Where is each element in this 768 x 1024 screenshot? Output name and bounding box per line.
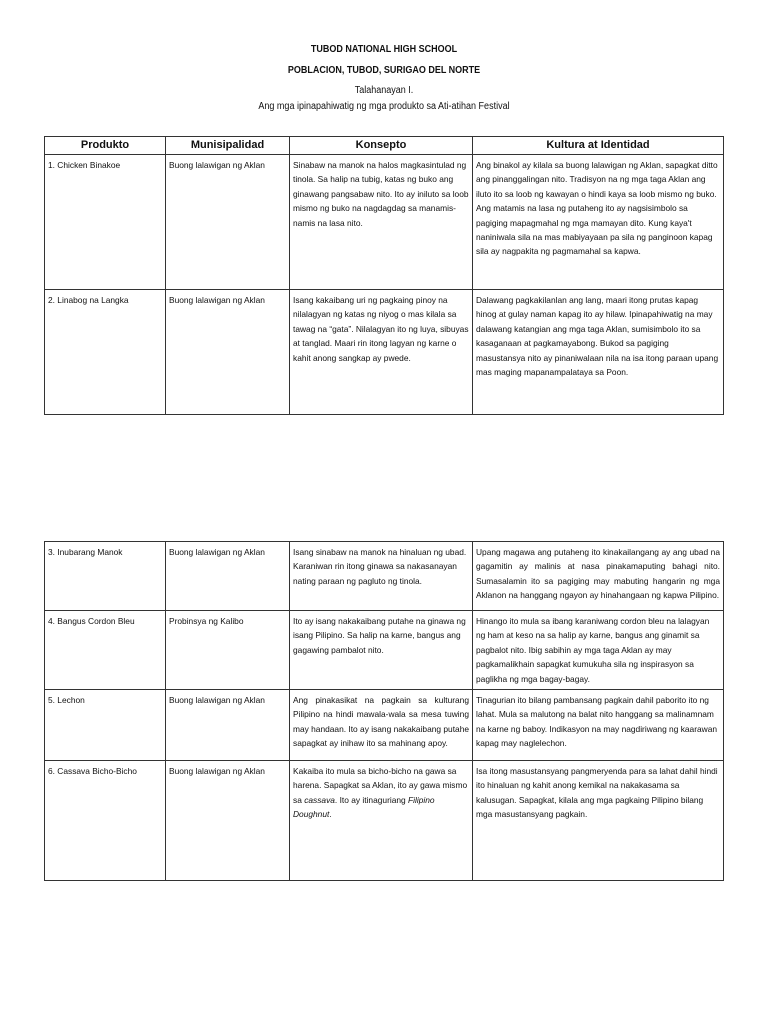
products-table-part-1 [44,136,724,415]
column-header-munisipalidad: Munisipalidad [166,137,290,155]
cell-munisipalidad: Buong lalawigan ng Aklan [166,542,290,611]
cell-produkto: 6. Cassava Bicho-Bicho [45,761,166,881]
cell-munisipalidad: Buong lalawigan ng Aklan [166,690,290,761]
cell-produkto: 5. Lechon [45,690,166,761]
cell-munisipalidad: Buong lalawigan ng Aklan [166,290,290,415]
cell-kultura: Ang binakol ay kilala sa buong lalawigan ng Aklan, sapagkat ditto ang pinanggalingan nito. Tradisyon na ng mga taga Aklan ang iluto ito sa loob ng kawayan o hindi kaya sa loob mismo ng buko. Ang matamis na lasa ng putaheng ito ay nagsisimbolo sa pagiging mapagmahal ng mga mamayan dito. Kung kaya't naniniwala sila na mas mabiyayaan pa sila ng panginoon kapag sila ay nagpakita ng pagmamahal sa kapwa. [473,155,724,290]
cell-munisipalidad: Buong lalawigan ng Aklan [166,761,290,881]
table-row [45,611,724,690]
school-address: POBLACION, TUBOD, SURIGAO DEL NORTE [287,65,481,76]
table-row [45,690,724,761]
cell-kultura: Isa itong masustansyang pangmeryenda para sa lahat dahil hindi ito hinaluan ng kahit anong kemikal na nakakasama sa kalusugan. Sapagkat, kilala ang mga pagkaing Pilipino bilang mga masustansyang pagkain. [473,761,724,881]
cell-konsepto: Ang pinakasikat na pagkain sa kulturang Pilipino na hindi mawala-wala sa mesa tuwing may handaan. Ito ay isang nakakaibang putahe sapagkat ay inihaw ito sa mahinang apoy. [290,690,473,761]
column-header-konsepto: Konsepto [290,137,473,155]
table-row [45,290,724,415]
table-row [45,542,724,611]
cell-produkto: 4. Bangus Cordon Bleu [45,611,166,690]
table-label: Talahanayan I. [354,85,414,96]
konsepto-text: Kakaiba ito mula sa bicho-bicho na gawa sa harena. Sapagkat sa Aklan, ito ay gawa mismo sa [293,766,468,805]
cell-munisipalidad: Probinsya ng Kalibo [166,611,290,690]
cell-produkto: 1. Chicken Binakoe [45,155,166,290]
cell-kultura: Upang magawa ang putaheng ito kinakailangang ay ang ubad na gagamitin ay malinis at nasa pinakamaputing bahagi nito. Sumasalamin ito sa pagiging may mabuting hangarin ng mga Aklanon na hanggang ngayon ay hinahangaan ng kapwa Pilipino. [473,542,724,611]
konsepto-italic-cassava: cassava [304,794,335,805]
cell-konsepto: Sinabaw na manok na halos magkasintulad ng tinola. Sa halip na tubig, katas ng buko ang ginawang pangsabaw nito. Ito ay iniluto sa loob mismo ng buko na nagdagdag sa manamis-namis na lasa nito. [290,155,473,290]
cell-produkto: 2. Linabog na Langka [45,290,166,415]
cell-kultura: Dalawang pagkakilanlan ang lang, maari itong prutas kapag hinog at gulay naman kapag ito ay hilaw. Ipinapahiwatig na may dalawang katangian ang mga taga Aklan, sumisimbolo ito sa kasaganaan at pagkamayabong. Bukod sa pagiging masustansya nito ay pinaniwalaan nila na isa itong paraan upang mas maging mapanampalataya sa Poon. [473,290,724,415]
column-header-kultura: Kultura at Identidad [473,137,724,155]
table-description: Ang mga ipinapahiwatig ng mga produkto sa Ati-atihan Festival [258,101,510,112]
table-row [45,155,724,290]
konsepto-text: . [329,809,332,820]
cell-konsepto: Isang kakaibang uri ng pagkaing pinoy na nilalagyan ng katas ng niyog o mas kilala sa tawag na “gata”. Nilalagyan ito ng luya, sibuyas at tanglad. Maari rin itong lagyan ng karne o kahit anong sangkap ay pwede. [290,290,473,415]
table-row [45,761,724,881]
products-table-part-2 [44,541,724,881]
column-header-produkto: Produkto [45,137,166,155]
cell-kultura: Tinagurian ito bilang pambansang pagkain dahil paborito ito ng lahat. Mula sa malutong na balat nito hanggang sa malinamnam na karne ng baboy. Indikasyon na may nagdiriwang ng kaarawan kapag may naglelechon. [473,690,724,761]
cell-konsepto: Isang sinabaw na manok na hinaluan ng ubad. Karaniwan rin itong ginawa sa nakasanayan nating paraan ng pagluto ng tinola. [290,542,473,611]
cell-konsepto: Ito ay isang nakakaibang putahe na ginawa ng isang Pilipino. Sa halip na karne, bangus ang gagawing pambalot nito. [290,611,473,690]
school-name: TUBOD NATIONAL HIGH SCHOOL [310,44,458,55]
cell-konsepto [290,761,473,881]
cell-produkto: 3. Inubarang Manok [45,542,166,611]
cell-munisipalidad: Buong lalawigan ng Aklan [166,155,290,290]
table-header-row [45,137,724,155]
cell-kultura: Hinango ito mula sa ibang karaniwang cordon bleu na lalagyan ng ham at keso na sa halip ay karne, bangus ang ginamit sa pagbalot nito. Ibig sabihin ay mga taga Aklan ay may pagkamalikhain sapagkat kumukuha sila ng inspirasyon sa paglikha ng mga bagay-bagay. [473,611,724,690]
konsepto-italic-filipino-doughnut: Filipino Doughnut [293,794,435,820]
konsepto-text: . Ito ay itinaguriang [334,794,409,805]
